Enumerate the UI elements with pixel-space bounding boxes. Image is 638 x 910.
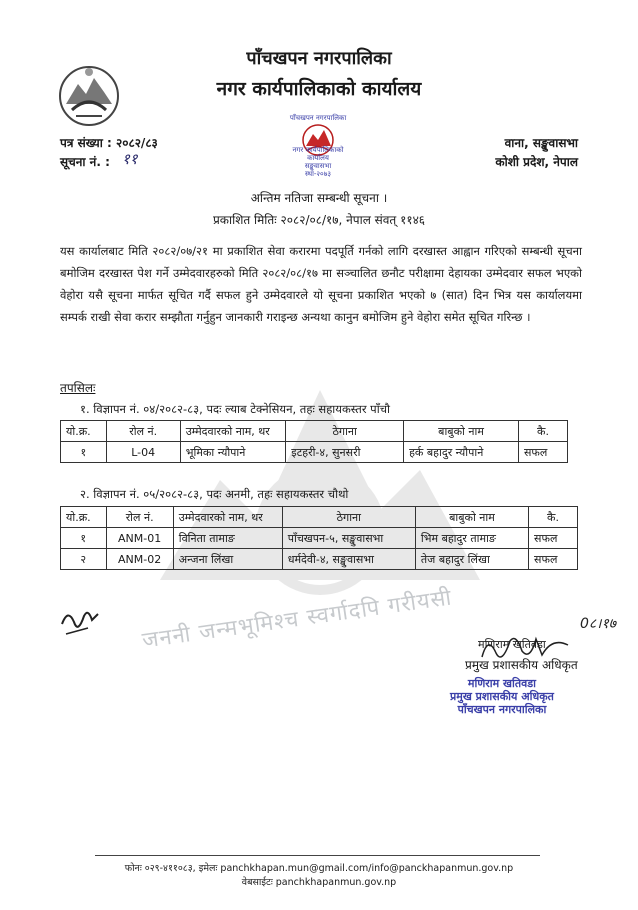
footer-website: वेबसाईटः panchkhapanmun.gov.np	[241, 877, 397, 888]
table-cell: पाँचखपन-५, सङ्खुवासभा	[282, 528, 415, 549]
table-cell: इटहरी-४, सुनसरी	[286, 442, 404, 463]
header-cell: ठेगाना	[282, 507, 415, 528]
header-cell: उम्मेदवारको नाम, थर	[180, 421, 286, 442]
table-cell: ANM-02	[106, 549, 173, 570]
header-cell: कै.	[529, 507, 578, 528]
section-2-title: २. विज्ञापन नं. ०५/२०८२-८३, पदः अनमी, तहः सहायकस्तर चौथो	[80, 487, 349, 501]
published-date: प्रकाशित मितिः २०८२/०८/१७, नेपाल संवत् ११४६	[212, 213, 426, 227]
table-cell: २	[61, 549, 107, 570]
details-label: तपसिलः	[60, 381, 96, 395]
table-cell: अन्जना लिंखा	[173, 549, 282, 570]
header-cell: बाबुको नाम	[415, 507, 528, 528]
footer-contact: फोनः ०२९-४११०८३, इमेलः panchkhapan.mun@gmail.com/info@panckhapanmun.gov.np	[124, 863, 514, 874]
table-cell: सफल	[519, 442, 568, 463]
seal-line-3: कार्यालय	[307, 154, 329, 162]
table-cell: सफल	[529, 528, 578, 549]
initial-signature	[58, 604, 102, 640]
office-name: नगर कार्यपालिकाको कार्यालय	[216, 78, 422, 100]
stamp-line-1: मणिराम खतिवडा	[467, 677, 537, 690]
table-cell: तेज बहादुर लिंखा	[415, 549, 528, 570]
table-cell: L-04	[106, 442, 180, 463]
header-cell: यो.क्र.	[61, 421, 107, 442]
notice-number: ११	[122, 150, 138, 168]
seal-text-lower	[262, 146, 374, 178]
stamp-line-3: पाँचखपन नगरपालिका	[457, 703, 547, 716]
seal-text	[262, 114, 374, 123]
notice-number-label: सूचना नं. :	[60, 155, 110, 169]
seal-line-2: नगर कार्यपालिकाको	[292, 146, 344, 154]
notice-body: यस कार्यालबाट मिति २०८२/०७/२१ मा प्रकाशित सेवा करारमा पदपूर्ति गर्नको लागि दरखास्त आह्वान गरिएको सम्बन्धी सूचना बमोजिम दरखास्त पेश गर्ने उम्मेदवारहरुको मिति २०८२/०८/१७ मा सञ्चालित छनौट परीक्षामा देहायका उम्मेदवार सफल भएको वेहोरा यसै सूचना मार्फत सूचित गर्दै सफल हुने उम्मेदवारले यो सूचना प्रकाशित भएको ७ (सात) दिन भित्र यस कार्यालयमा सम्पर्क राखी सेवा करार सम्झौता गर्नुहुन जानकारी गराइन्छ अन्यथा कानुन बमोजिम हुने वेहोरा समेत सूचित गरिन्छ ।	[60, 244, 582, 324]
table-cell: सफल	[529, 549, 578, 570]
address-line-1: वाना, सङ्खुवासभा	[504, 136, 578, 150]
watermark-motto: जननी जन्मभूमिश्च स्वर्गादपि गरीयसी	[140, 585, 454, 654]
table-cell: हर्क बहादुर न्यौपाने	[404, 442, 519, 463]
header-cell: रोल नं.	[106, 421, 180, 442]
table-cell: १	[61, 442, 107, 463]
table-header-row	[61, 507, 578, 528]
table-row	[61, 528, 578, 549]
municipality-name: पाँचखपन नगरपालिका	[246, 48, 392, 69]
table-cell: विनिता तामाङ	[173, 528, 282, 549]
header-cell: कै.	[519, 421, 568, 442]
stamp-line-2: प्रमुख प्रशासकीय अधिकृत	[450, 690, 554, 703]
table-header-row	[61, 421, 568, 442]
header-cell: यो.क्र.	[61, 507, 107, 528]
officer-stamp	[450, 677, 554, 716]
header-cell: बाबुको नाम	[404, 421, 519, 442]
table-row	[61, 442, 568, 463]
table-cell: १	[61, 528, 107, 549]
reference-number: पत्र संख्या : २०८२/८३	[60, 136, 158, 150]
table-cell: भिम बहादुर तामाङ	[415, 528, 528, 549]
header-cell: रोल नं.	[106, 507, 173, 528]
table-cell: ANM-01	[106, 528, 173, 549]
results-table-2	[60, 506, 578, 570]
header-cell: ठेगाना	[286, 421, 404, 442]
officer-title: प्रमुख प्रशासकीय अधिकृत	[465, 658, 578, 672]
table-cell: भूमिका न्यौपाने	[180, 442, 286, 463]
seal-line-1: पाँचखपन नगरपालिका	[289, 114, 347, 122]
results-table-1	[60, 420, 568, 463]
table-cell: धर्मदेवी-४, सङ्खुवासभा	[282, 549, 415, 570]
officer-name: मणिराम खतिवडा	[478, 638, 546, 651]
seal-line-4: सङ्खुवासभा	[304, 162, 332, 170]
address-line-2: कोशी प्रदेश, नेपाल	[495, 155, 578, 169]
seal-year: स्था-२०७३	[305, 170, 331, 178]
section-1-title: १. विज्ञापन नं. ०४/२०८२-८३, पदः ल्याब टेक्नेसियन, तहः सहायकस्तर पाँचौ	[80, 402, 390, 416]
table-row	[61, 549, 578, 570]
footer-divider	[95, 855, 540, 856]
signature-date: 0८।१७	[580, 616, 617, 632]
header-cell: उम्मेदवारको नाम, थर	[173, 507, 282, 528]
notice-subject: अन्तिम नतिजा सम्बन्धी सूचना ।	[250, 191, 388, 205]
